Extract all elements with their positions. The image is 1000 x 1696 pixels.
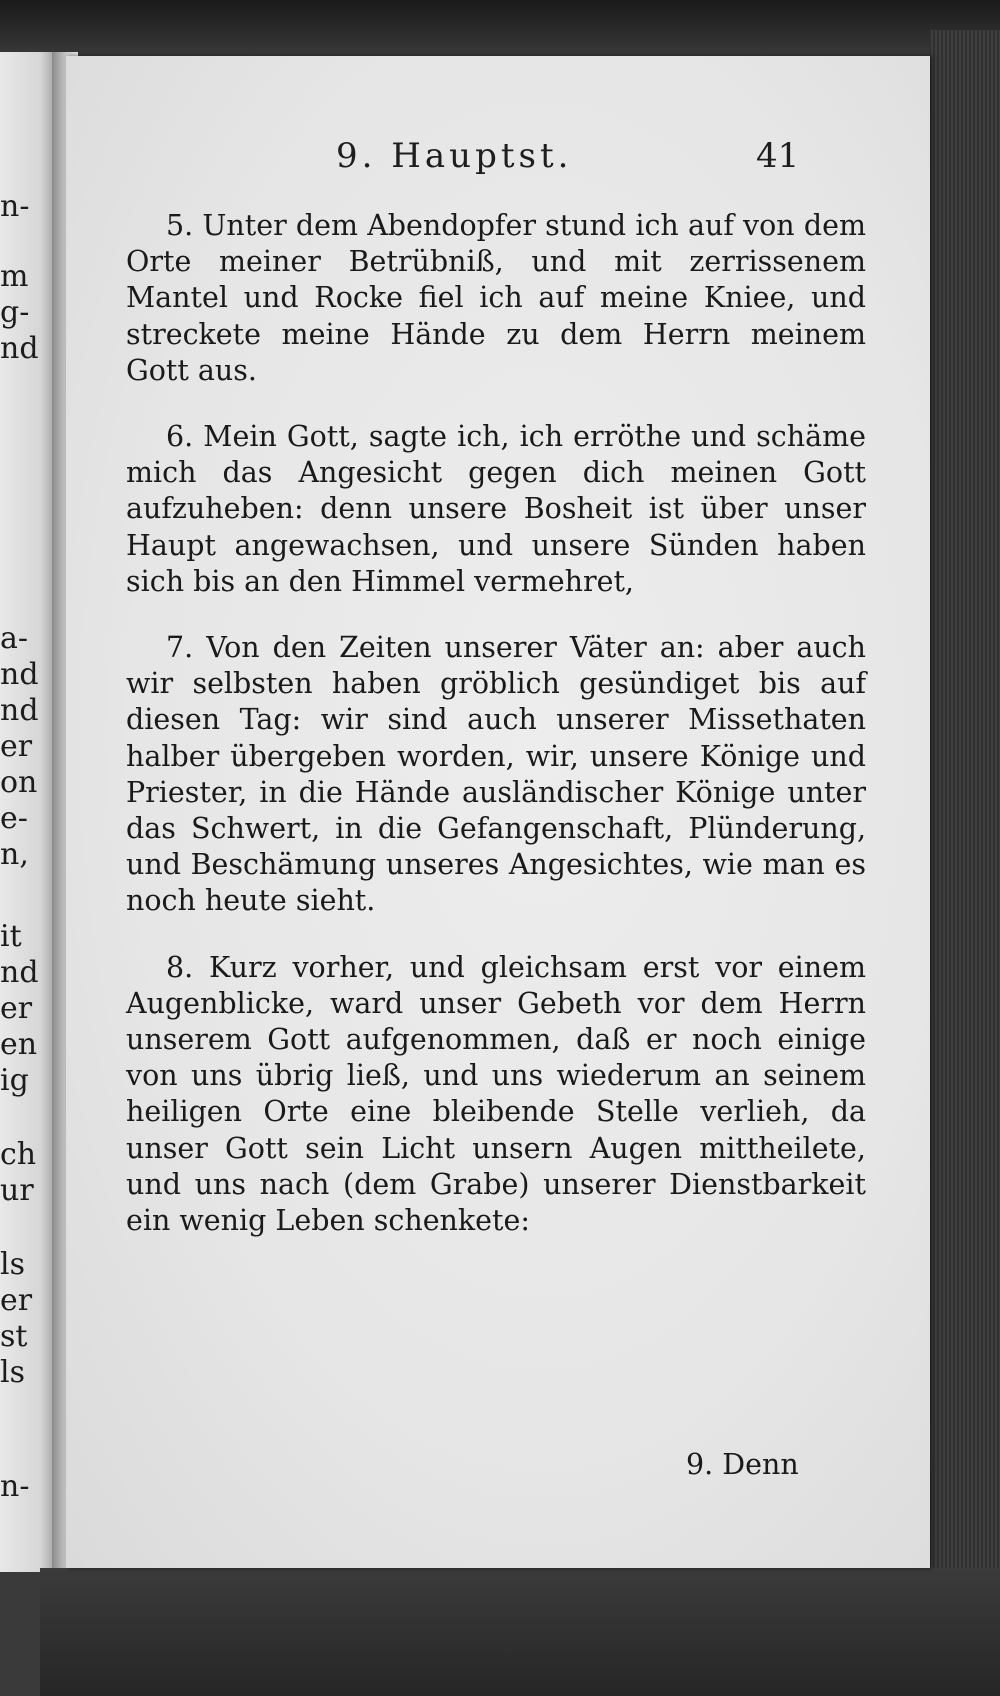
left-page-line: er	[0, 991, 33, 1026]
left-page-line: m	[0, 259, 29, 294]
left-page-line: n,	[0, 837, 29, 872]
verse-number: 6.	[166, 420, 194, 454]
left-page-line: nd	[0, 331, 39, 366]
left-page-line: st	[0, 1319, 28, 1354]
page-edges-bottom	[40, 1568, 1000, 1696]
running-title: 9. Hauptst.	[336, 136, 573, 176]
verse-8	[126, 950, 866, 1240]
verse-text: Unter dem Abendopfer stund ich auf von dem Orte meiner Betrübniß, und mit zerrissenem Mantel und Rocke fiel ich auf meine Kniee, und streckete meine Hände zu dem Herrn meinem Gott aus.	[126, 209, 866, 387]
verse-5	[126, 208, 866, 389]
verse-text: Von den Zeiten unserer Väter an: aber auch wir selbsten haben gröblich gesündiget bis auf diesen Tag: wir sind auch unserer Missethaten halber übergeben worden, wir, unsere Könige und Priester, in die Hände ausländischer Könige unter das Schwert, in die Gefangenschaft, Plünderung, und Beschämung unseres Angesichtes, wie man es noch heute sieht.	[126, 631, 866, 918]
left-page-line: a-	[0, 621, 29, 656]
verse-text: Kurz vorher, und gleichsam erst vor einem Augenblicke, ward unser Gebeth vor dem Herrn unserem Gott aufgenommen, daß er noch einige von uns übrig ließ, und uns wiederum an seinem heiligen Orte eine bleibende Stelle verlieh, da unser Gott sein Licht unsern Augen mittheilete, und uns nach (dem Grabe) unserer Dienstbarkeit ein wenig Leben schenkete:	[126, 950, 866, 1238]
page-number: 41	[756, 136, 800, 176]
left-page-line: ur	[0, 1173, 34, 1208]
book-binding-top	[0, 0, 1000, 58]
left-page-line: er	[0, 729, 33, 764]
left-page-line: nd	[0, 955, 39, 990]
left-page-line: en	[0, 1027, 38, 1062]
left-page-fragment	[0, 52, 58, 1572]
left-page-line: n-	[0, 189, 30, 224]
left-page-line: on	[0, 765, 38, 800]
left-page-line: nd	[0, 693, 39, 728]
left-page-line: er	[0, 1283, 33, 1318]
left-page-line: ch	[0, 1137, 37, 1172]
left-page-line: e-	[0, 801, 28, 836]
left-page-line: it	[0, 919, 22, 954]
book-page	[66, 56, 930, 1568]
page-body	[126, 208, 866, 1269]
verse-text: Mein Gott, sagte ich, ich erröthe und schäme mich das Angesicht gegen dich meinen Gott aufzuheben: denn unsere Bosheit ist über unser Haupt angewachsen, und unsere Sünden haben sich bis an den Himmel vermehret,	[126, 420, 867, 598]
verse-number: 5.	[166, 209, 194, 242]
verse-7	[126, 630, 866, 920]
left-page-line: ig	[0, 1063, 29, 1098]
left-page-line: nd	[0, 657, 39, 692]
verse-number: 8.	[166, 950, 194, 984]
page-header	[66, 136, 930, 196]
left-page-line: ls	[0, 1247, 25, 1282]
left-page-line: g-	[0, 295, 30, 330]
left-page-line: ls	[0, 1355, 25, 1390]
page-edges-right	[930, 30, 1000, 1590]
verse-6	[126, 419, 866, 600]
catchword: 9. Denn	[686, 1448, 799, 1481]
left-page-line: n-	[0, 1469, 30, 1504]
verse-number: 7.	[166, 631, 194, 665]
